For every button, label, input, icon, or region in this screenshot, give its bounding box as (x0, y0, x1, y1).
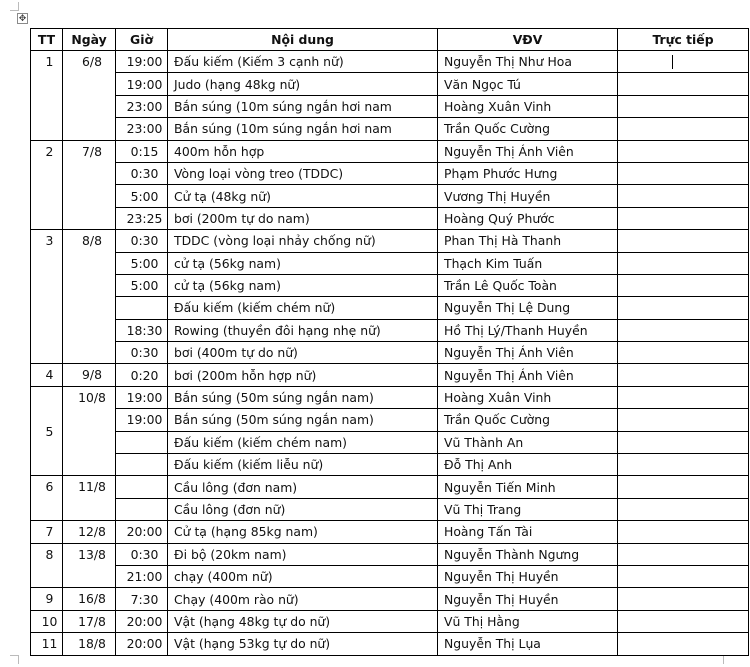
table-row (31, 342, 749, 364)
table-row (31, 386, 749, 408)
cell-tt (31, 476, 63, 521)
header-tt: TT (31, 29, 63, 51)
cell-truc-tiep[interactable] (618, 543, 749, 565)
cell-tt (31, 386, 63, 476)
cell-truc-tiep[interactable] (618, 386, 749, 408)
cell-truc-tiep[interactable] (618, 207, 749, 229)
cell-truc-tiep[interactable] (618, 431, 749, 453)
table-row (31, 498, 749, 520)
cell-noi-dung: Cử tạ (48kg nữ) (168, 185, 438, 207)
cell-vdv: Hồ Thị Lý/Thanh Huyền (438, 319, 618, 341)
cell-gio: 19:00 (116, 73, 168, 95)
cell-vdv: Đỗ Thị Anh (438, 454, 618, 476)
tt-value: 2 (45, 143, 54, 159)
header-row (31, 29, 749, 51)
cell-noi-dung: Bắn súng (10m súng ngắn hơi nam (168, 118, 438, 140)
cell-truc-tiep[interactable] (618, 565, 749, 587)
table-row (31, 51, 749, 73)
cell-tt (31, 51, 63, 141)
cell-noi-dung: bơi (400m tự do nữ) (168, 342, 438, 364)
ngay-value: 6/8 (82, 54, 102, 69)
cell-vdv: Thạch Kim Tuấn (438, 252, 618, 274)
table-row (31, 431, 749, 453)
tt-value: 7 (45, 524, 54, 540)
cell-truc-tiep[interactable] (618, 633, 749, 655)
table-row (31, 565, 749, 587)
cell-vdv: Hoàng Quý Phước (438, 207, 618, 229)
ngay-value: 13/8 (78, 546, 106, 562)
table-move-icon[interactable]: ✥ (18, 14, 27, 24)
cell-gio: 18:30 (116, 319, 168, 341)
cell-noi-dung: bơi (200m hỗn hợp nữ) (168, 364, 438, 386)
cell-noi-dung: TDDC (vòng loại nhảy chống nữ) (168, 230, 438, 252)
cell-noi-dung: Đấu kiếm (kiếm chém nữ) (168, 297, 438, 319)
cell-gio: 20:00 (116, 521, 168, 543)
tt-value: 3 (45, 233, 54, 249)
table-row (31, 140, 749, 162)
cell-truc-tiep[interactable] (618, 252, 749, 274)
header-gio: Giờ (116, 29, 168, 51)
cell-ngay (63, 230, 116, 364)
cell-vdv: Nguyễn Thị Ánh Viên (438, 364, 618, 386)
table-row (31, 521, 749, 543)
cell-tt (31, 543, 63, 588)
cell-tt (31, 610, 63, 632)
cell-gio: 5:00 (116, 252, 168, 274)
table-row (31, 207, 749, 229)
cell-truc-tiep[interactable] (618, 364, 749, 386)
table-row (31, 588, 749, 610)
text-cursor (672, 55, 673, 69)
page-corner-mark (10, 655, 19, 664)
cell-truc-tiep[interactable] (618, 521, 749, 543)
ngay-value: 17/8 (78, 613, 106, 629)
tt-value: 9 (45, 591, 54, 607)
cell-truc-tiep[interactable] (618, 342, 749, 364)
tt-value: 10 (41, 613, 58, 629)
ngay-value: 9/8 (82, 367, 102, 383)
cell-vdv: Hoàng Xuân Vinh (438, 95, 618, 117)
cell-gio: 23:00 (116, 95, 168, 117)
cell-gio: 19:00 (116, 409, 168, 431)
ngay-value: 18/8 (78, 636, 106, 652)
header-vdv: VĐV (438, 29, 618, 51)
cell-vdv: Nguyễn Thị Huyền (438, 565, 618, 587)
cell-tt (31, 140, 63, 230)
ngay-value: 12/8 (78, 524, 106, 540)
table-row (31, 543, 749, 565)
ngay-value: 16/8 (78, 591, 106, 607)
cell-noi-dung: Cầu lông (đơn nam) (168, 476, 438, 498)
cell-truc-tiep[interactable] (618, 230, 749, 252)
cell-truc-tiep[interactable] (618, 409, 749, 431)
cell-tt (31, 230, 63, 364)
cell-tt (31, 588, 63, 610)
cell-truc-tiep[interactable] (618, 140, 749, 162)
table-row (31, 476, 749, 498)
cell-truc-tiep[interactable] (618, 95, 749, 117)
cell-noi-dung: Bắn súng (50m súng ngắn nam) (168, 386, 438, 408)
cell-ngay (63, 364, 116, 386)
cell-ngay (63, 543, 116, 588)
cell-truc-tiep[interactable] (618, 498, 749, 520)
cell-vdv: Trần Quốc Cường (438, 409, 618, 431)
table-row (31, 297, 749, 319)
cell-truc-tiep[interactable] (618, 454, 749, 476)
cell-vdv: Phạm Phước Hưng (438, 162, 618, 184)
cell-truc-tiep[interactable] (618, 297, 749, 319)
table-row (31, 73, 749, 95)
cell-gio (116, 476, 168, 498)
cell-tt (31, 633, 63, 655)
cell-ngay (63, 386, 116, 476)
cell-vdv: Vương Thị Huyền (438, 185, 618, 207)
cell-noi-dung: cử tạ (56kg nam) (168, 274, 438, 296)
table-row (31, 610, 749, 632)
cell-vdv: Trần Lê Quốc Toàn (438, 274, 618, 296)
cell-gio: 7:30 (116, 588, 168, 610)
cell-noi-dung: Chạy (400m rào nữ) (168, 588, 438, 610)
page-corner-mark (10, 2, 19, 11)
tt-value: 8 (45, 546, 54, 562)
cell-vdv: Vũ Thành An (438, 431, 618, 453)
cell-ngay (63, 140, 116, 230)
cell-ngay (63, 588, 116, 610)
tt-value: 1 (45, 54, 54, 69)
cell-vdv: Vũ Thị Trang (438, 498, 618, 520)
cell-noi-dung: Vật (hạng 53kg tự do nữ) (168, 633, 438, 655)
cell-vdv: Nguyễn Thị Huyền (438, 588, 618, 610)
cell-truc-tiep[interactable] (618, 274, 749, 296)
cell-ngay (63, 51, 116, 141)
cell-vdv: Nguyễn Thị Lệ Dung (438, 297, 618, 319)
table-row (31, 454, 749, 476)
ngay-value: 11/8 (78, 479, 106, 495)
cell-gio: 20:00 (116, 633, 168, 655)
table-row (31, 252, 749, 274)
table-row (31, 274, 749, 296)
cell-gio: 0:20 (116, 364, 168, 386)
cell-truc-tiep[interactable] (618, 51, 749, 73)
cell-gio: 5:00 (116, 185, 168, 207)
table-row (31, 230, 749, 252)
cell-vdv: Nguyễn Thị Ánh Viên (438, 140, 618, 162)
cell-noi-dung: Đấu kiếm (Kiếm 3 cạnh nữ) (168, 51, 438, 73)
header-noi-dung: Nội dung (168, 29, 438, 51)
cell-gio (116, 454, 168, 476)
page-corner-mark (723, 655, 732, 664)
cell-gio: 19:00 (116, 386, 168, 408)
cell-vdv: Văn Ngọc Tú (438, 73, 618, 95)
tt-value: 5 (45, 423, 54, 439)
cell-noi-dung: Đi bộ (20km nam) (168, 543, 438, 565)
cell-truc-tiep[interactable] (618, 319, 749, 341)
cell-gio: 5:00 (116, 274, 168, 296)
cell-gio (116, 297, 168, 319)
cell-gio: 0:30 (116, 543, 168, 565)
cell-vdv: Nguyễn Tiến Minh (438, 476, 618, 498)
cell-ngay (63, 633, 116, 655)
cell-gio (116, 431, 168, 453)
cell-ngay (63, 610, 116, 632)
cell-truc-tiep[interactable] (618, 476, 749, 498)
table-row (31, 364, 749, 386)
cell-vdv: Phan Thị Hà Thanh (438, 230, 618, 252)
cell-noi-dung: Bắn súng (50m súng ngắn nam) (168, 409, 438, 431)
cell-ngay (63, 476, 116, 521)
cell-tt (31, 521, 63, 543)
cell-vdv: Hoàng Tấn Tài (438, 521, 618, 543)
cell-truc-tiep[interactable] (618, 588, 749, 610)
cell-tt (31, 364, 63, 386)
cell-gio: 23:00 (116, 118, 168, 140)
table-row (31, 95, 749, 117)
cell-noi-dung: chạy (400m nữ) (168, 565, 438, 587)
cell-noi-dung: Cầu lông (đơn nữ) (168, 498, 438, 520)
ngay-value: 10/8 (78, 389, 106, 405)
cell-ngay (63, 521, 116, 543)
cell-gio: 23:25 (116, 207, 168, 229)
ngay-value: 7/8 (82, 143, 102, 159)
cell-truc-tiep[interactable] (618, 185, 749, 207)
cell-vdv: Nguyễn Thị Lụa (438, 633, 618, 655)
cell-vdv: Nguyễn Thị Ánh Viên (438, 342, 618, 364)
cell-noi-dung: Đấu kiếm (kiếm liễu nữ) (168, 454, 438, 476)
cell-noi-dung: Vật (hạng 48kg tự do nữ) (168, 610, 438, 632)
table-row (31, 185, 749, 207)
cell-vdv: Hoàng Xuân Vinh (438, 386, 618, 408)
cell-vdv: Trần Quốc Cường (438, 118, 618, 140)
table-row (31, 162, 749, 184)
tt-value: 11 (41, 636, 58, 652)
table-row (31, 633, 749, 655)
cell-noi-dung: Bắn súng (10m súng ngắn hơi nam (168, 95, 438, 117)
cell-vdv: Nguyễn Thành Ngưng (438, 543, 618, 565)
cell-noi-dung: Đấu kiếm (kiếm chém nam) (168, 431, 438, 453)
cell-gio: 21:00 (116, 565, 168, 587)
cell-vdv: Nguyễn Thị Như Hoa (438, 51, 618, 73)
cell-gio: 0:30 (116, 342, 168, 364)
cell-gio: 19:00 (116, 51, 168, 73)
cell-noi-dung: Rowing (thuyền đôi hạng nhẹ nữ) (168, 319, 438, 341)
cell-truc-tiep[interactable] (618, 610, 749, 632)
header-ngay: Ngày (63, 29, 116, 51)
header-truc-tiep: Trực tiếp (618, 29, 749, 51)
cell-gio: 0:30 (116, 162, 168, 184)
cell-vdv: Vũ Thị Hằng (438, 610, 618, 632)
cell-gio: 20:00 (116, 610, 168, 632)
tt-value: 6 (45, 479, 54, 495)
cell-truc-tiep[interactable] (618, 73, 749, 95)
cell-gio (116, 498, 168, 520)
cell-gio: 0:30 (116, 230, 168, 252)
tt-value: 4 (45, 367, 54, 383)
cell-noi-dung: 400m hỗn hợp (168, 140, 438, 162)
cell-truc-tiep[interactable] (618, 118, 749, 140)
table-row (31, 409, 749, 431)
cell-noi-dung: cử tạ (56kg nam) (168, 252, 438, 274)
ngay-value: 8/8 (82, 233, 102, 249)
cell-noi-dung: Cử tạ (hạng 85kg nam) (168, 521, 438, 543)
cell-noi-dung: Judo (hạng 48kg nữ) (168, 73, 438, 95)
cell-noi-dung: Vòng loại vòng treo (TDDC) (168, 162, 438, 184)
cell-gio: 0:15 (116, 140, 168, 162)
table-row (31, 319, 749, 341)
cell-truc-tiep[interactable] (618, 162, 749, 184)
table-row (31, 118, 749, 140)
cell-noi-dung: bơi (200m tự do nam) (168, 207, 438, 229)
schedule-table (30, 28, 749, 656)
